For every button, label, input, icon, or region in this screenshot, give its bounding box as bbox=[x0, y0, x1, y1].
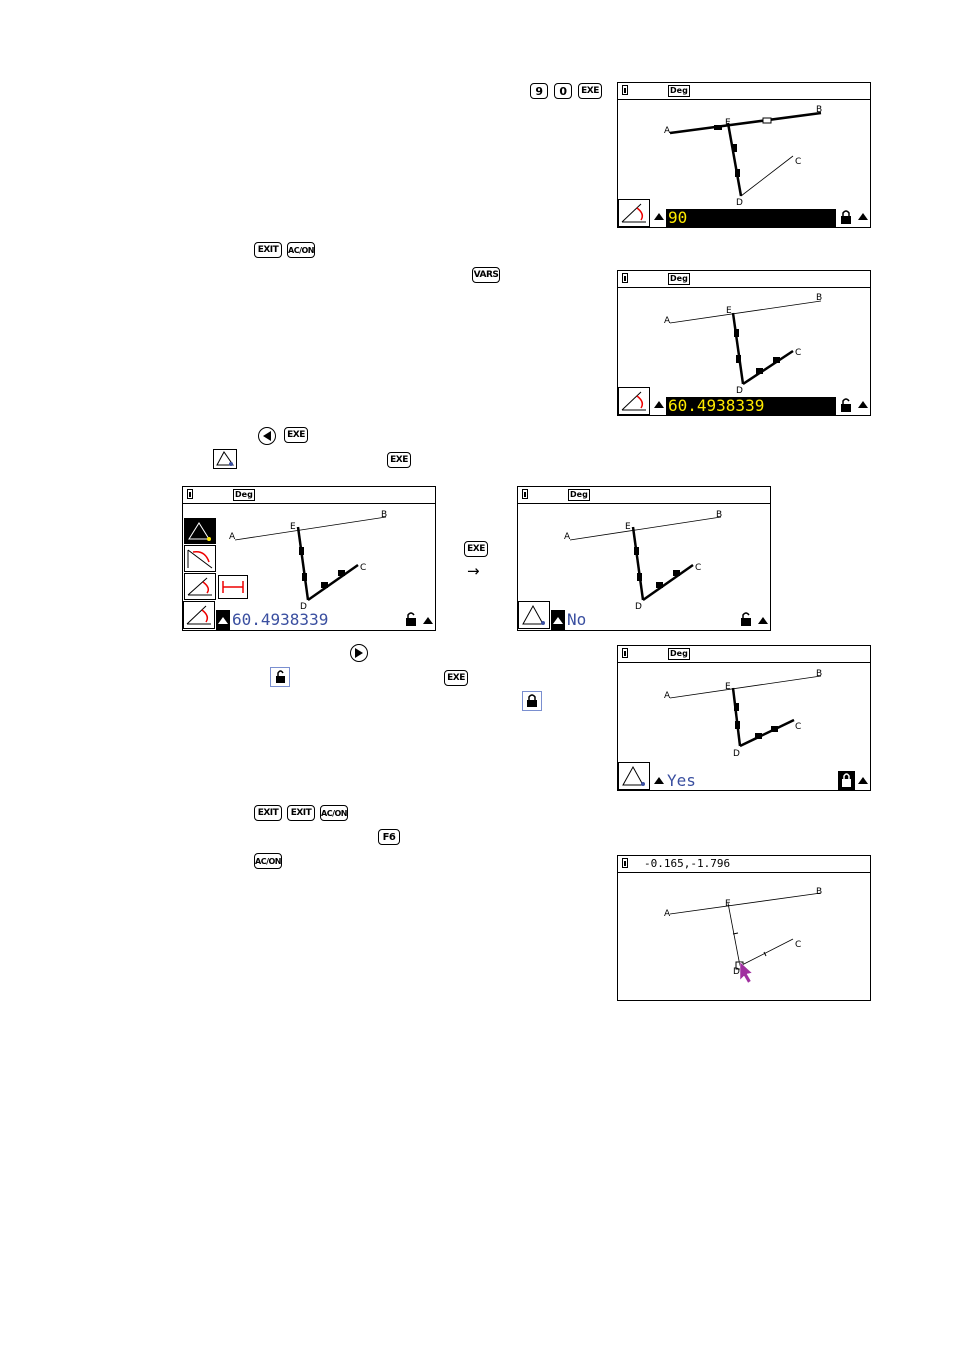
lock-closed-icon bbox=[838, 771, 855, 790]
calc-screen-1 bbox=[617, 82, 871, 228]
point-label-d: D bbox=[300, 602, 307, 612]
point-label-d: D bbox=[736, 198, 743, 208]
calc-screen-5 bbox=[617, 645, 871, 791]
exe-key: EXE bbox=[578, 83, 602, 99]
right-arrow-icon bbox=[353, 647, 365, 659]
up-arrow-icon bbox=[423, 617, 433, 624]
point-label-e: E bbox=[726, 306, 732, 316]
geometry-figure bbox=[183, 487, 434, 629]
lock-open-icon bbox=[403, 611, 419, 628]
geometry-figure bbox=[618, 856, 869, 999]
point-label-e: E bbox=[725, 899, 731, 909]
zero-key: 0 bbox=[554, 83, 572, 99]
exe-key: EXE bbox=[284, 427, 308, 443]
lock-open-icon bbox=[738, 611, 754, 628]
calc-screen-4 bbox=[517, 486, 771, 631]
f6-key: F6 bbox=[378, 829, 400, 845]
up-arrow-icon bbox=[654, 213, 664, 220]
left-arrow-key bbox=[258, 427, 276, 445]
point-label-d: D bbox=[635, 602, 642, 612]
deg-indicator: Deg bbox=[570, 490, 588, 499]
value-display: Yes bbox=[667, 771, 696, 790]
menu-length-icon bbox=[218, 575, 248, 599]
constraint-triangle-icon bbox=[518, 601, 550, 629]
point-label-b: B bbox=[716, 510, 723, 520]
deg-indicator: Deg bbox=[670, 86, 688, 95]
transition-arrow: → bbox=[467, 562, 480, 580]
menu-angle-icon bbox=[184, 545, 216, 572]
point-label-b: B bbox=[816, 887, 823, 897]
point-label-a: A bbox=[664, 909, 671, 919]
nine-key: 9 bbox=[530, 83, 548, 99]
point-label-a: A bbox=[229, 532, 236, 542]
vars-key: VARS bbox=[472, 267, 500, 283]
point-label-c: C bbox=[695, 563, 702, 573]
value-display: 90 bbox=[666, 209, 836, 227]
geometry-figure bbox=[618, 83, 869, 226]
point-label-a: A bbox=[664, 316, 671, 326]
point-label-e: E bbox=[725, 682, 731, 692]
point-label-c: C bbox=[360, 563, 367, 573]
point-label-b: B bbox=[381, 510, 388, 520]
exe-key: EXE bbox=[444, 670, 468, 686]
up-arrow-icon bbox=[858, 401, 868, 408]
acon-key: AC/ON bbox=[320, 805, 348, 821]
point-label-c: C bbox=[795, 722, 802, 732]
right-arrow-key bbox=[350, 644, 368, 662]
point-label-b: B bbox=[816, 293, 823, 303]
cursor-arrow-icon bbox=[740, 962, 752, 983]
constraint-triangle-icon bbox=[213, 449, 237, 469]
up-arrow-icon bbox=[654, 401, 664, 408]
point-label-e: E bbox=[725, 118, 731, 128]
up-arrow-icon bbox=[858, 213, 868, 220]
geometry-figure bbox=[518, 487, 769, 629]
angle-icon bbox=[618, 387, 650, 415]
exe-key: EXE bbox=[464, 541, 488, 557]
exit-key: EXIT bbox=[254, 242, 282, 258]
point-label-b: B bbox=[816, 105, 823, 115]
lock-icon bbox=[522, 691, 542, 711]
deg-indicator: Deg bbox=[235, 490, 253, 499]
up-arrow-icon bbox=[858, 777, 868, 784]
calc-screen-3 bbox=[182, 486, 436, 631]
lock-open-icon bbox=[838, 397, 854, 414]
deg-indicator: Deg bbox=[670, 649, 688, 658]
up-arrow-icon bbox=[553, 617, 563, 624]
lock-closed-icon bbox=[838, 209, 854, 226]
coordinate-readout: -0.165,-1.796 bbox=[644, 857, 731, 870]
up-arrow-icon bbox=[758, 617, 768, 624]
menu-constraint-icon bbox=[184, 518, 216, 544]
menu-angle-icon-2 bbox=[184, 573, 216, 600]
up-arrow-icon bbox=[654, 777, 664, 784]
geometry-figure bbox=[618, 646, 869, 789]
angle-icon bbox=[618, 199, 650, 227]
value-display: No bbox=[567, 610, 587, 629]
exit-key: EXIT bbox=[254, 805, 282, 821]
constraint-triangle-icon bbox=[618, 762, 650, 790]
point-label-e: E bbox=[625, 522, 631, 532]
point-label-d: D bbox=[733, 967, 740, 977]
point-label-c: C bbox=[795, 940, 802, 950]
acon-key: AC/ON bbox=[287, 242, 315, 258]
value-display: 60.4938339 bbox=[666, 397, 836, 415]
point-label-e: E bbox=[290, 522, 296, 532]
calc-screen-2 bbox=[617, 270, 871, 416]
value-display: 60.4938339 bbox=[232, 610, 329, 629]
point-label-a: A bbox=[664, 126, 671, 136]
deg-indicator: Deg bbox=[670, 274, 688, 283]
exit-key-2: EXIT bbox=[287, 805, 315, 821]
point-label-b: B bbox=[816, 669, 823, 679]
acon-key-2: AC/ON bbox=[254, 853, 282, 869]
angle-icon bbox=[183, 601, 215, 629]
geometry-figure bbox=[618, 271, 869, 414]
exe-key: EXE bbox=[387, 452, 411, 468]
up-arrow-icon bbox=[218, 617, 228, 624]
calc-screen-6 bbox=[617, 855, 871, 1001]
point-label-a: A bbox=[664, 691, 671, 701]
point-label-c: C bbox=[795, 157, 802, 167]
unlock-icon bbox=[270, 667, 290, 687]
point-label-a: A bbox=[564, 532, 571, 542]
point-label-d: D bbox=[736, 386, 743, 396]
point-label-c: C bbox=[795, 348, 802, 358]
point-label-d: D bbox=[733, 749, 740, 759]
left-arrow-icon bbox=[261, 430, 273, 442]
